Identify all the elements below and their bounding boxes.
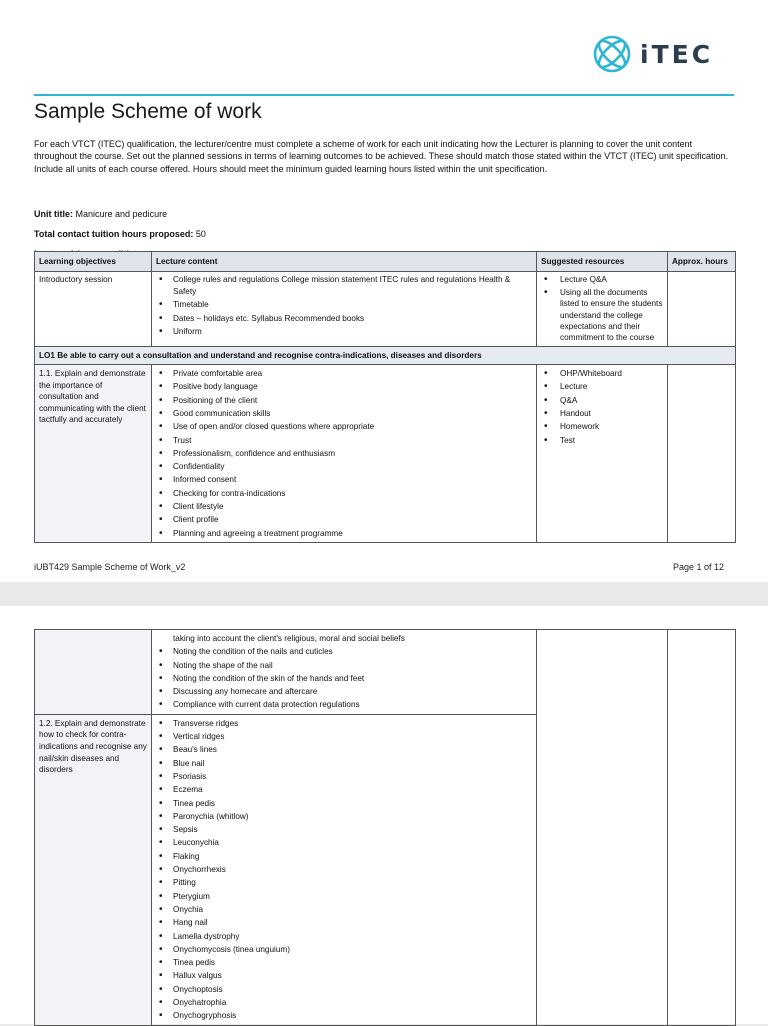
list-item: • Paronychia (whitlow) (156, 810, 532, 823)
list-item: • Flaking (156, 850, 532, 863)
objective-cell: 1.1. Explain and demonstrate the importance of consultation and communicating with the client tactfully and accurately (35, 365, 152, 543)
list-item: • Hallux valgus (156, 969, 532, 982)
scheme-table-page-2 (34, 629, 736, 1026)
footer-doc-name: iUBT429 Sample Scheme of Work_v2 (34, 562, 186, 572)
objective-cell (35, 630, 152, 715)
list-item: • Eczema (156, 783, 532, 796)
list-item: • Trust (156, 434, 532, 447)
hours-cell (668, 630, 736, 1026)
list-item: • Discussing any homecare and aftercare (156, 685, 532, 698)
list-item: • OHP/Whiteboard (541, 367, 663, 380)
col-header-hours: Approx. hours (668, 252, 736, 272)
content-cell (152, 630, 537, 715)
list-item: • Leuconychia (156, 836, 532, 849)
list-item: • Use of open and/or closed questions where appropriate (156, 420, 532, 433)
hours-cell (668, 272, 736, 346)
objective-cell: 1.2. Explain and demonstrate how to check for contra-indications and recognise any nail/skin diseases and disorders (35, 714, 152, 1025)
list-item: • Pitting (156, 876, 532, 889)
list-item: • Noting the shape of the nail (156, 659, 532, 672)
list-item: • Dates – holidays etc. Syllabus Recommended books (156, 312, 532, 325)
list-item: • Onychoptosis (156, 983, 532, 996)
logo-text: iTEC (640, 39, 714, 69)
list-item: • Positioning of the client (156, 394, 532, 407)
list-item: • Lecture (541, 380, 663, 393)
list-item: • Onychatrophia (156, 996, 532, 1009)
list-item: • Uniform (156, 325, 532, 338)
table-row-1-1-continued (35, 630, 736, 715)
objective-cell: Introductory session (35, 272, 152, 346)
intro-paragraph: For each VTCT (ITEC) qualification, the lecturer/centre must complete a scheme of work for each unit indicating how the Lecturer is planning to cover the unit content throughout the course. Set out the planned sessions in terms of learning outcomes to be achieved. These should match those stated within the VTCT (ITEC) unit specification. Include all units of each course offered. Hours should meet the minimum guided learning hours listed within the unit specification. (34, 139, 729, 174)
list-item: • Lecture Q&A (541, 274, 663, 285)
contact-hours-value: 50 (195, 229, 206, 239)
col-header-content: Lecture content (152, 252, 537, 272)
list-item: • Compliance with current data protection regulations (156, 698, 532, 711)
list-item: • Hang nail (156, 916, 532, 929)
list-item: • Psoriasis (156, 770, 532, 783)
table-header-row (35, 252, 736, 272)
contact-hours-label: Total contact tuition hours proposed: (34, 229, 194, 239)
list-item: • Noting the condition of the nails and cuticles (156, 645, 532, 658)
learning-outcome-lo1: LO1 Be able to carry out a consultation and understand and recognise contra-indications, diseases and disorders (35, 346, 736, 364)
unit-title-label: Unit title: (34, 209, 73, 219)
list-item: • Professionalism, confidence and enthusiasm (156, 447, 532, 460)
col-header-resources: Suggested resources (537, 252, 668, 272)
contact-hours-line (34, 229, 206, 239)
col-header-objectives: Learning objectives (35, 252, 152, 272)
itec-logo (592, 34, 713, 74)
header-rule (34, 94, 734, 96)
resources-cell (537, 365, 668, 543)
list-item: • Onychia (156, 903, 532, 916)
list-item: • Onychogryphosis (156, 1009, 532, 1022)
list-item: • Private comfortable area (156, 367, 532, 380)
continued-text: taking into account the client's religious, moral and social beliefs (173, 634, 405, 643)
list-item: • Blue nail (156, 757, 532, 770)
list-item: • Planning and agreeing a treatment programme (156, 527, 532, 540)
table-row-1-1 (35, 365, 736, 543)
list-item: • Client lifestyle (156, 500, 532, 513)
list-item: • Lamella dystrophy (156, 930, 532, 943)
content-cell (152, 714, 537, 1025)
list-item: • Informed consent (156, 473, 532, 486)
list-item: • Vertical ridges (156, 730, 532, 743)
list-item: • Tinea pedis (156, 797, 532, 810)
list-item: • Transverse ridges (156, 717, 532, 730)
unit-title-value: Manicure and pedicure (75, 209, 168, 219)
list-item: • Checking for contra-indications (156, 487, 532, 500)
list-item: • Handout (541, 407, 663, 420)
resources-cell (537, 630, 668, 1026)
document-page-2 (0, 606, 768, 1024)
hours-cell (668, 365, 736, 543)
unit-title-line (34, 209, 167, 219)
list-item: • Sepsis (156, 823, 532, 836)
list-item: • Using all the documents listed to ensure the students understand the college expectations and their commitment to the course (541, 287, 663, 344)
list-item: • Q&A (541, 394, 663, 407)
scheme-table-page-1 (34, 251, 736, 543)
list-item: • College rules and regulations College mission statement ITEC rules and regulations Health & Safety (156, 274, 532, 298)
page-title: Sample Scheme of work (34, 100, 262, 123)
list-item: • Onychomycosis (tinea unguium) (156, 943, 532, 956)
list-item: • Onychorrhexis (156, 863, 532, 876)
list-item: • Positive body language (156, 380, 532, 393)
table-row-introductory (35, 272, 736, 346)
list-item: • Confidentiality (156, 460, 532, 473)
list-item: • Timetable (156, 298, 532, 311)
list-item: • Good communication skills (156, 407, 532, 420)
content-cell (152, 365, 537, 543)
list-item: • Tinea pedis (156, 956, 532, 969)
list-item: • Test (541, 434, 663, 447)
list-item: • Pterygium (156, 890, 532, 903)
itec-globe-icon (592, 34, 632, 74)
learning-outcome-row (35, 346, 736, 364)
list-item: • Beau's lines (156, 743, 532, 756)
list-item: • Homework (541, 420, 663, 433)
footer-page-number: Page 1 of 12 (672, 562, 724, 572)
resources-cell (537, 272, 668, 346)
content-cell (152, 272, 537, 346)
list-item: • Noting the condition of the skin of the hands and feet (156, 672, 532, 685)
list-item: • Client profile (156, 513, 532, 526)
